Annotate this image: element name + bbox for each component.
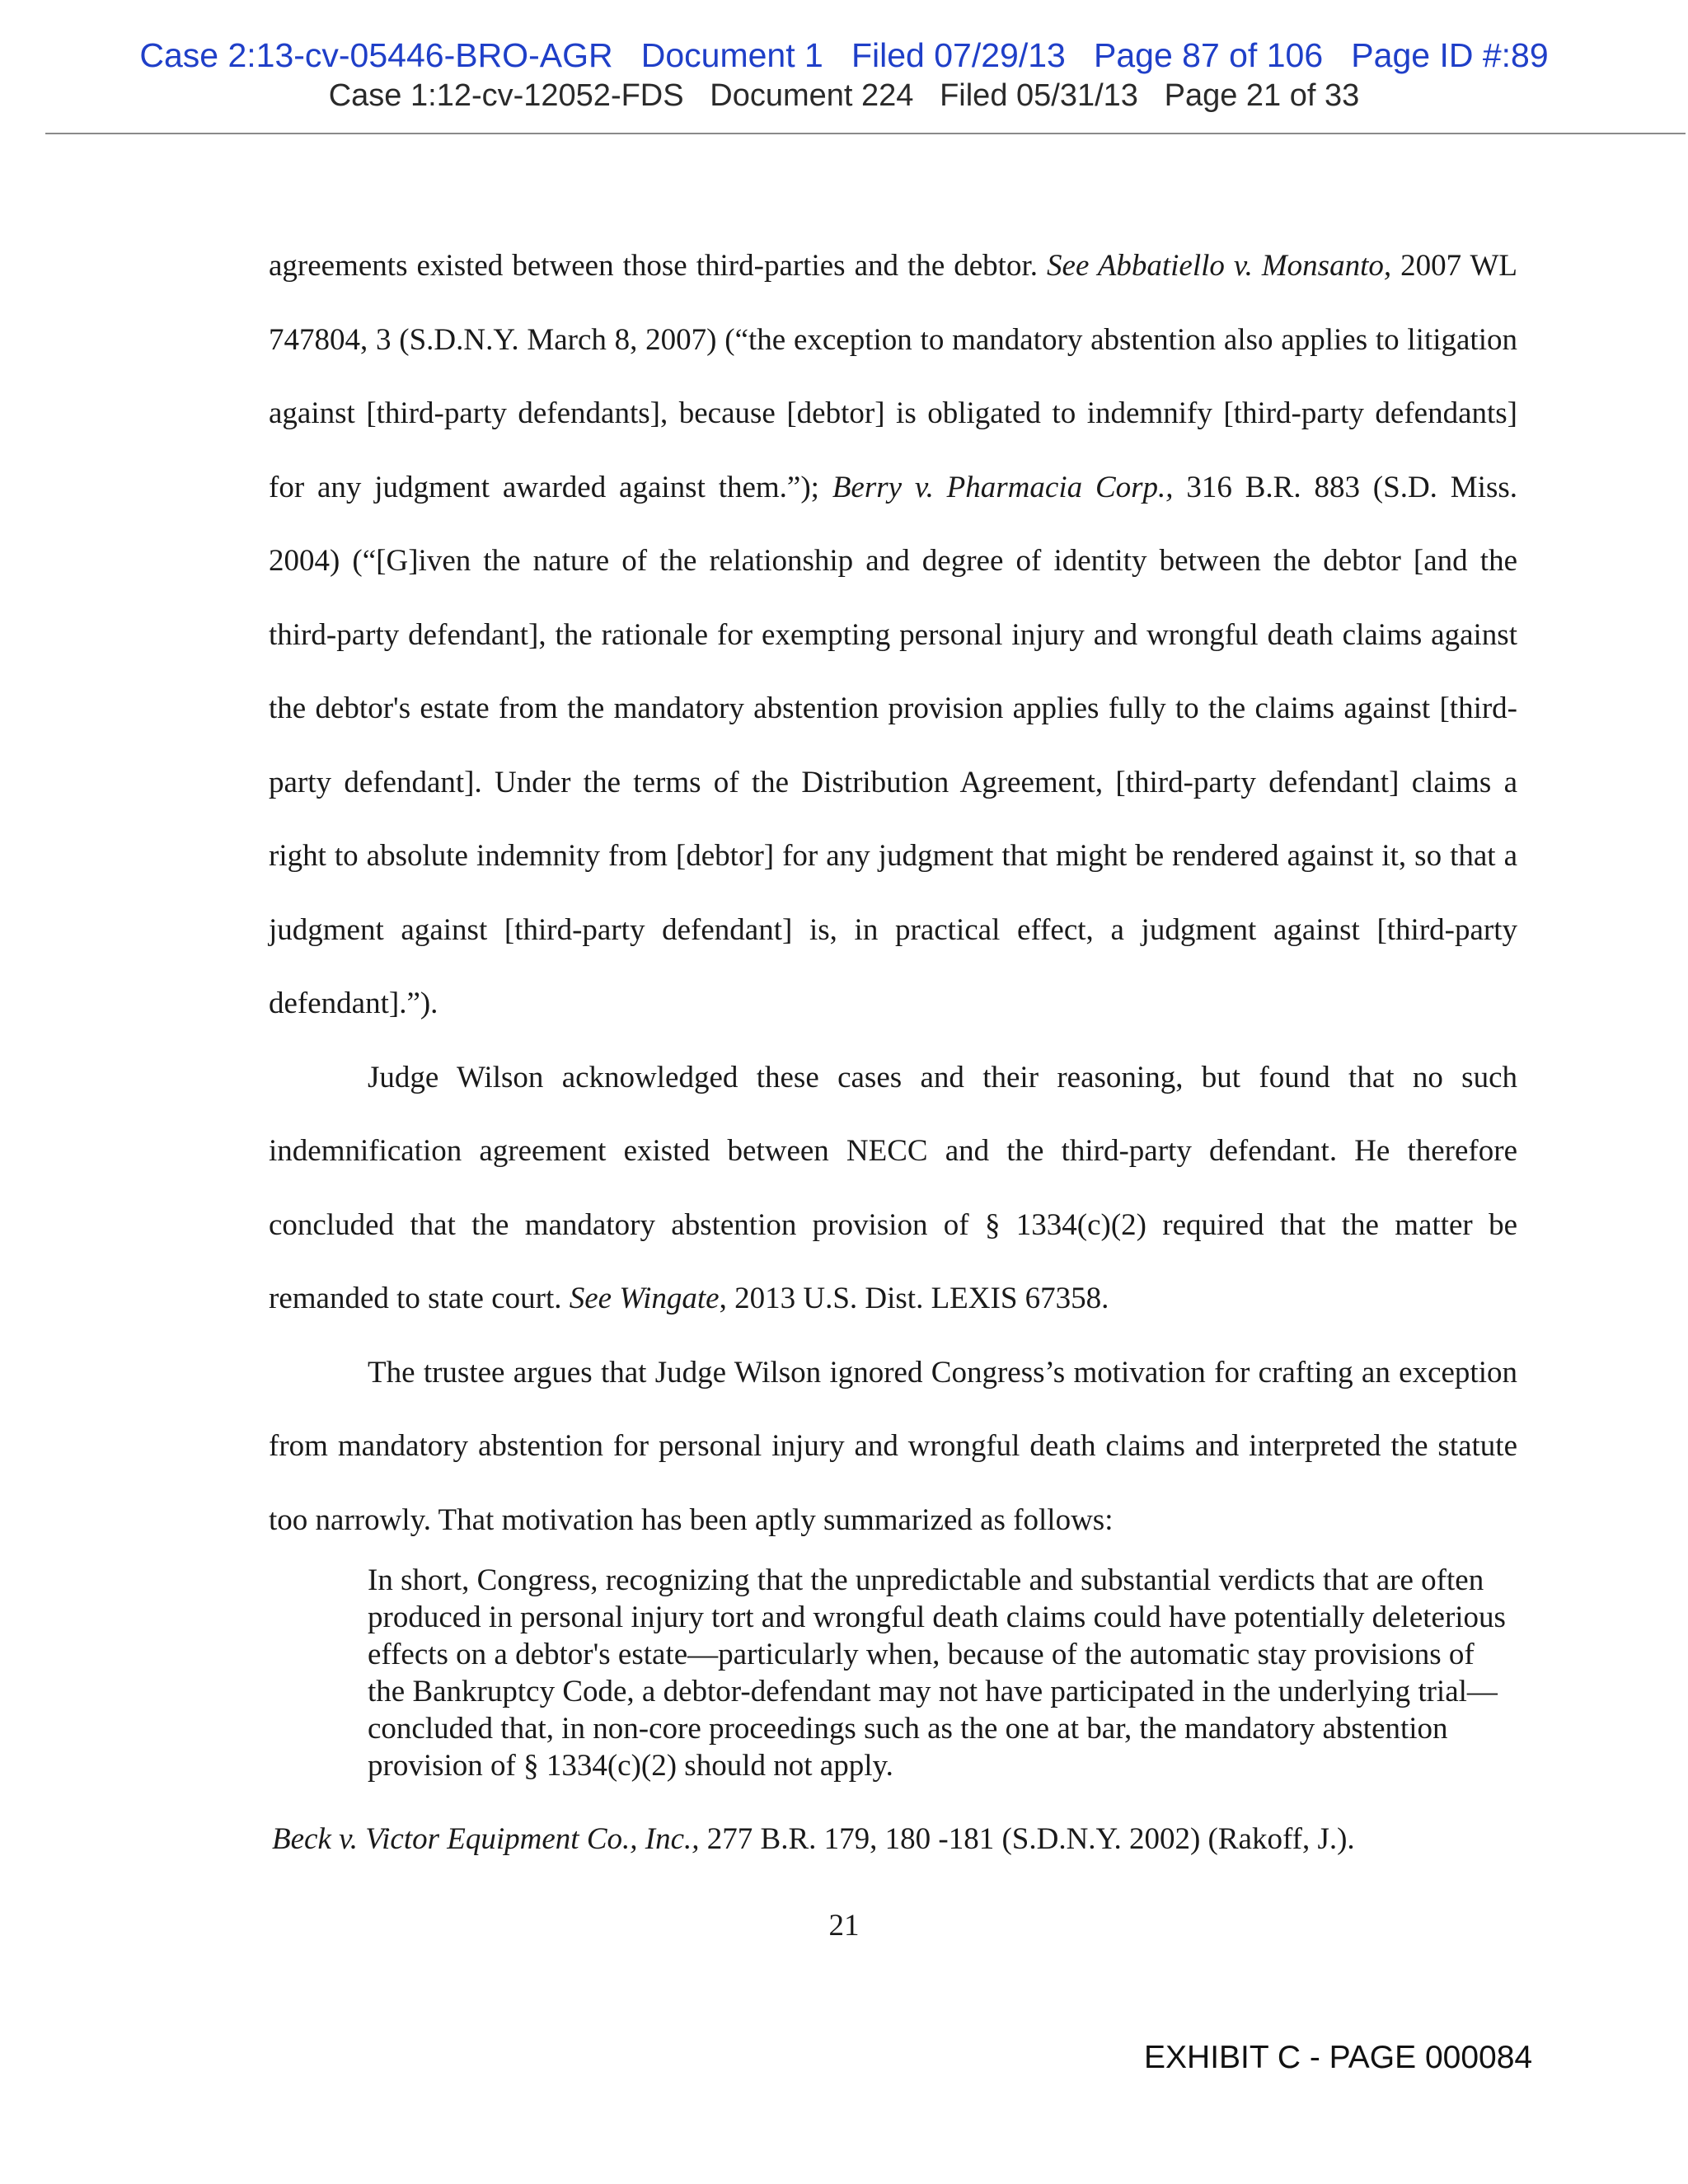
case-citation-berry: Berry v. Pharmacia Corp., [832, 470, 1174, 504]
case-citation-wingate: See Wingate [569, 1282, 720, 1315]
paragraph-continued [269, 229, 1517, 1041]
text-run: , 2013 U.S. Dist. LEXIS 67358. [719, 1282, 1109, 1315]
text-run: 2007 WL 747804, 3 (S.D.N.Y. March 8, 2007) (“the exception to mandatory abstention also applies to litigation against [third-party defendants], because [debtor] is obligated to indemnify [third-party defendants] for any judgment awarded against them.”); [269, 249, 1518, 504]
original-case-header: Case 1:12-cv-12052-FDS Document 224 Filed 05/31/13 Page 21 of 33 [328, 78, 1360, 113]
filing-stamp-line: Case 2:13-cv-05446-BRO-AGR Document 1 Filed 07/29/13 Page 87 of 106 Page ID #:89 [139, 36, 1549, 74]
paragraph-trustee-argues: The trustee argues that Judge Wilson ignored Congress’s motivation for crafting an exception from mandatory abstention for personal injury and wrongful death claims and interpreted the statute too narrowly. That motivation has been aptly summarized as follows: [269, 1355, 1517, 1537]
document-body [269, 229, 1517, 1557]
quote-citation [272, 1821, 1521, 1857]
block-quote: In short, Congress, recognizing that the unpredictable and substantial verdicts that are often produced in personal injury tort and wrongful death claims could have potentially deleterious effects on a debtor's estate—particularly when, because of the automatic stay provisions of the Bankruptcy Code, a debtor-defendant may not have participated in the underlying trial—concluded that, in non-core proceedings such as the one at bar, the mandatory abstention provision of § 1334(c)(2) should not apply. [368, 1563, 1506, 1783]
text-run: 316 B.R. 883 (S.D. Miss. 2004) (“[G]iven the nature of the relationship and degree of identity between the debtor [and the third-party defendant], the rationale for exempting personal injury and wrongful death claims against the debtor's estate from the mandatory abstention provision applies fully to the claims against [third-party defendant]. Under the terms of the Distribution Agreement, [third-party defendant] claims a right to absolute indemnity from [debtor] for any judgment that might be rendered against it, so that a judgment against [third-party defendant] is, in practical effect, a judgment against [third-party defendant].”). [269, 470, 1518, 1020]
case-citation-abbatiello: See Abbatiello v. Monsanto, [1047, 249, 1392, 283]
text-run: Judge Wilson acknowledged these cases and their reasoning, but found that no such indemnification agreement existed between NECC and the third-party defendant. He therefore concluded that the mandatory abstention provision of § 1334(c)(2) required that the matter be remanded to state court. [269, 1060, 1517, 1315]
exhibit-label: EXHIBIT C - PAGE 000084 [1144, 2040, 1533, 2075]
text-run: agreements existed between those third-parties and the debtor. [269, 249, 1048, 283]
header-divider [45, 133, 1686, 134]
citation-details: 277 B.R. 179, 180 -181 (S.D.N.Y. 2002) (Rakoff, J.). [699, 1822, 1355, 1856]
paragraph-judge-wilson [269, 1041, 1517, 1336]
case-citation-beck: Beck v. Victor Equipment Co., Inc., [272, 1822, 700, 1856]
page-number: 21 [828, 1909, 860, 1943]
